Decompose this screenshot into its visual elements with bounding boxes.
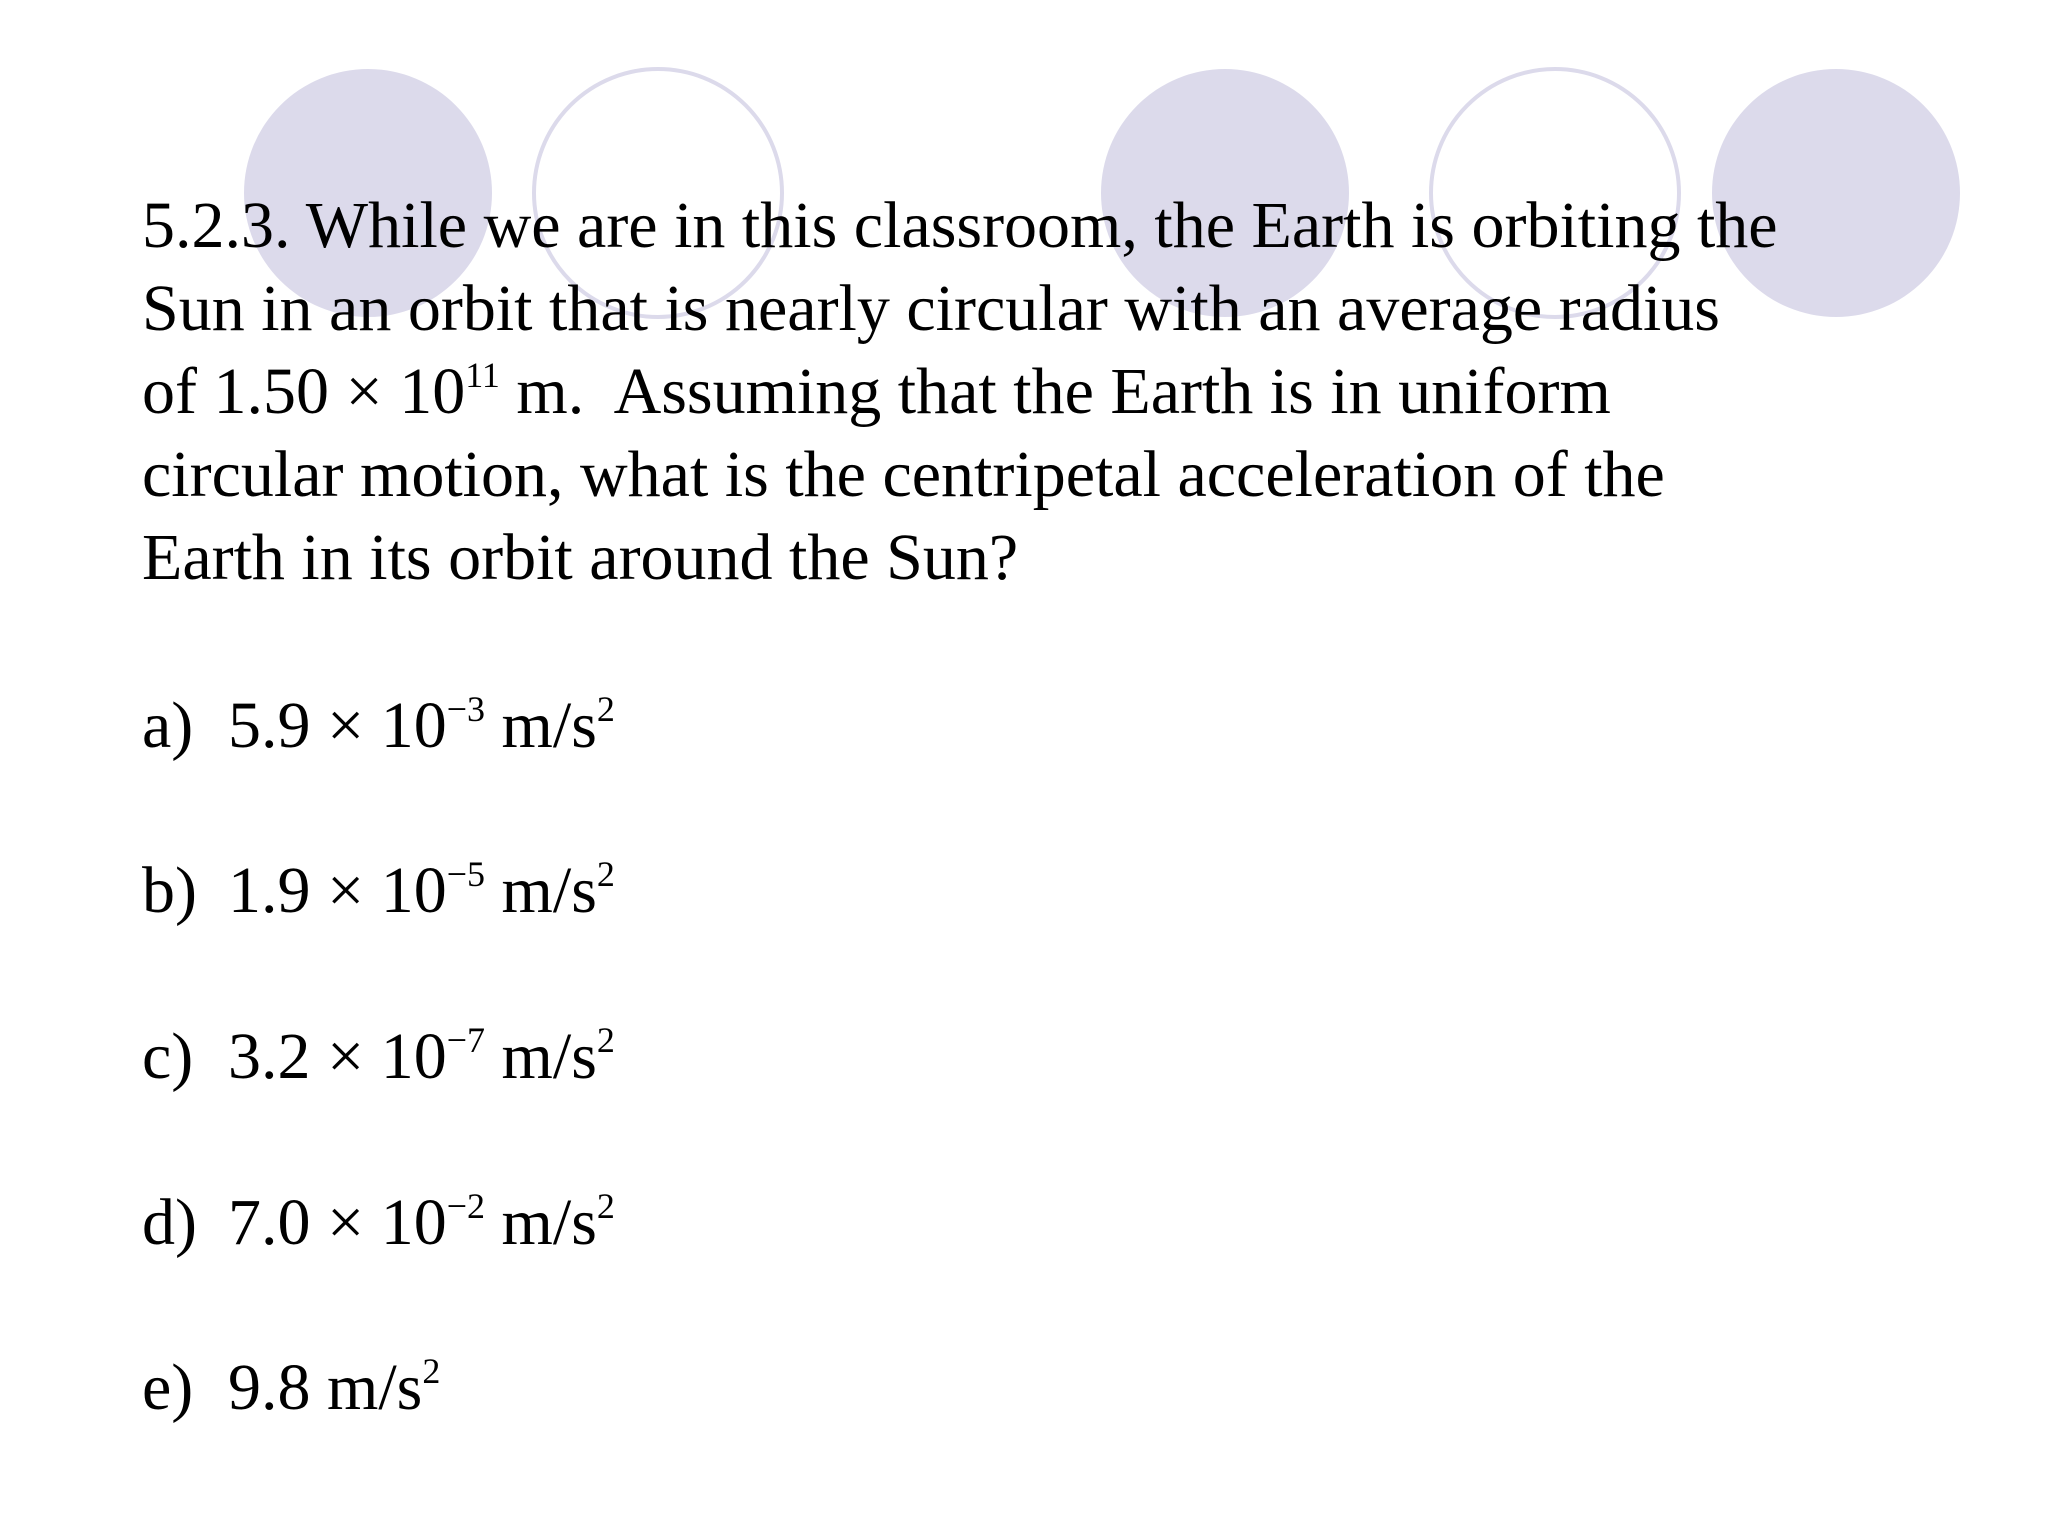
answer-option-c	[142, 1017, 615, 1097]
question-line-text: Sun in an orbit that is nearly circular with an average radius	[142, 272, 1720, 345]
option-exponent: −7	[446, 1020, 486, 1060]
answer-option-a	[142, 686, 615, 766]
option-letter: d)	[142, 1186, 197, 1259]
question-line-text: Earth in its orbit around the Sun?	[142, 521, 1019, 594]
option-unit: m/s	[485, 689, 597, 762]
question-line	[142, 267, 2048, 350]
option-exponent: −5	[446, 854, 486, 894]
answer-option-e	[142, 1348, 440, 1428]
question-line: 5.2.3. While we are in this classroom, the Earth is orbiting the	[142, 189, 1778, 262]
question-text	[142, 184, 2048, 599]
question-line	[142, 350, 2048, 433]
option-value: 9.8 m/s	[228, 1351, 423, 1424]
option-unit: m/s	[485, 854, 597, 927]
option-unit: m/s	[485, 1186, 597, 1259]
option-mantissa: 5.9 × 10	[228, 689, 447, 762]
question-line	[142, 516, 2048, 599]
option-unit-exponent: 2	[596, 689, 615, 729]
option-letter: a)	[142, 689, 194, 762]
option-unit: m/s	[485, 1020, 597, 1093]
question-line-text: m. Assuming that the Earth is in uniform	[499, 355, 1611, 428]
option-mantissa: 1.9 × 10	[228, 854, 447, 927]
option-mantissa: 7.0 × 10	[228, 1186, 447, 1259]
option-letter: c)	[142, 1020, 194, 1093]
exponent: 11	[465, 355, 500, 395]
option-exponent: −2	[446, 1186, 486, 1226]
option-unit-exponent: 2	[596, 1186, 615, 1226]
option-unit-exponent: 2	[596, 1020, 615, 1060]
answer-option-d	[142, 1183, 615, 1263]
question-line-text: of 1.50 × 10	[142, 355, 466, 428]
question-line-text: circular motion, what is the centripetal acceleration of the	[142, 438, 1665, 511]
option-letter: b)	[142, 854, 197, 927]
option-unit-exponent: 2	[422, 1351, 441, 1391]
option-unit-exponent: 2	[596, 854, 615, 894]
option-mantissa: 3.2 × 10	[228, 1020, 447, 1093]
question-line	[142, 433, 2048, 516]
option-letter: e)	[142, 1351, 194, 1424]
option-exponent: −3	[446, 689, 486, 729]
answer-option-b	[142, 851, 615, 931]
